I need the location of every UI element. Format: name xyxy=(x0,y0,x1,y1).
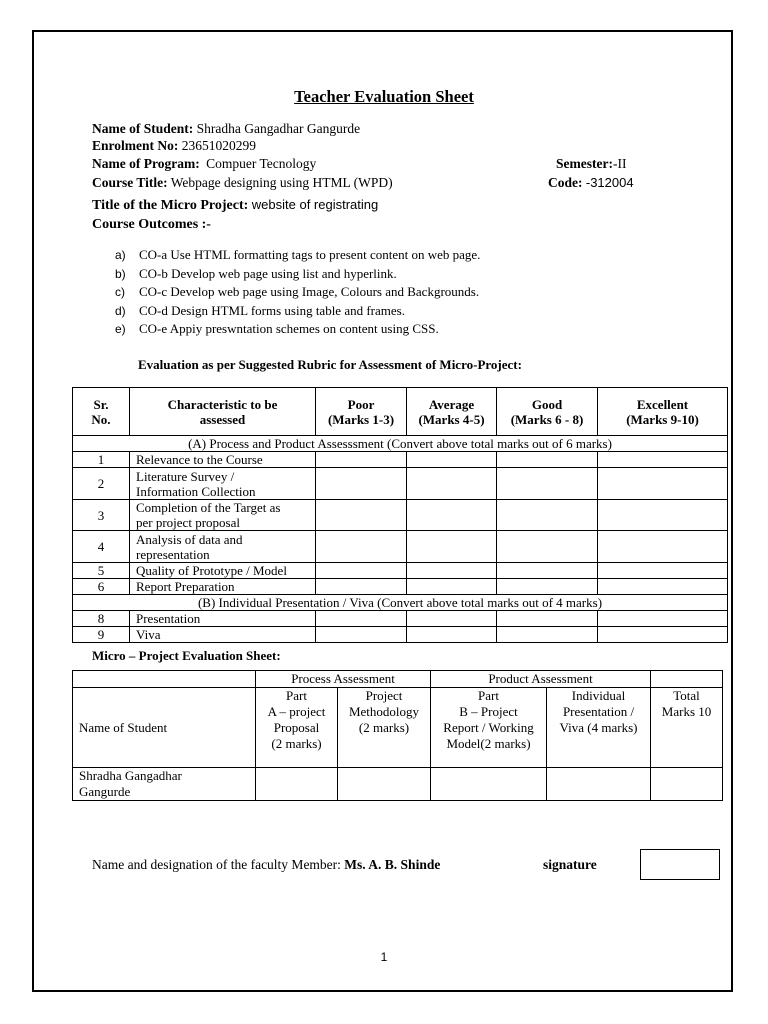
list-item: b) CO-b Develop web page using list and hyperlink. xyxy=(115,265,397,281)
list-item: a) CO-a Use HTML formatting tags to present content on web page. xyxy=(115,247,481,262)
project-title-value: website of registrating xyxy=(251,197,379,212)
project-methodology-header: Project Methodology (2 marks) xyxy=(338,688,431,768)
individual-presentation-header: Individual Presentation / Viva (4 marks) xyxy=(547,688,651,768)
good-header: Good (Marks 6 - 8) xyxy=(497,388,598,436)
enrolment-value: 23651020299 xyxy=(181,138,256,153)
section-a-row: (A) Process and Product Assesssment (Convert above total marks out of 6 marks) xyxy=(73,436,728,452)
code-value: -312004 xyxy=(585,175,634,190)
table-row: 5 Quality of Prototype / Model xyxy=(73,563,728,579)
name-of-student-header: Name of Student xyxy=(73,688,256,768)
course-outcomes-list xyxy=(115,246,480,339)
list-item: d) CO-d Design HTML forms using table and frames. xyxy=(115,302,405,318)
faculty-name: Ms. A. B. Shinde xyxy=(344,857,441,872)
rubric-table xyxy=(72,387,728,643)
table-row: 8 Presentation xyxy=(73,611,728,627)
student-name-value: Shradha Gangadhar Gangurde xyxy=(196,121,361,136)
project-title-line xyxy=(92,197,378,214)
faculty-label: Name and designation of the faculty Member: xyxy=(92,857,341,872)
enrolment-label: Enrolment No: xyxy=(92,138,179,153)
table-row: 3 Completion of the Target as per project proposal xyxy=(73,500,728,531)
page-number: 1 xyxy=(380,950,388,964)
student-name-line xyxy=(92,121,360,137)
total-marks-header: Total Marks 10 xyxy=(651,688,723,768)
page-title: Teacher Evaluation Sheet xyxy=(294,87,474,106)
rubric-heading: Evaluation as per Suggested Rubric for Assessment of Micro-Project: xyxy=(138,357,522,372)
product-assessment-header: Product Assessment xyxy=(431,671,651,688)
signature-label: signature xyxy=(543,857,597,872)
code-line xyxy=(548,175,634,191)
code-label: Code: xyxy=(548,175,583,190)
part-a-header: Part A – project Proposal (2 marks) xyxy=(256,688,338,768)
mp-column-header-row xyxy=(73,688,723,768)
poor-header: Poor (Marks 1-3) xyxy=(316,388,407,436)
process-assessment-header: Process Assessment xyxy=(256,671,431,688)
sr-no-header: Sr. No. xyxy=(73,388,130,436)
micro-project-table xyxy=(72,670,723,801)
table-row xyxy=(73,768,723,801)
student-name-cell: Shradha Gangadhar Gangurde xyxy=(73,768,256,801)
semester-label: Semester: xyxy=(556,156,613,171)
faculty-line xyxy=(92,857,440,873)
excellent-header: Excellent (Marks 9-10) xyxy=(598,388,728,436)
average-header: Average (Marks 4-5) xyxy=(407,388,497,436)
table-row: 6 Report Preparation xyxy=(73,579,728,595)
semester-value: -II xyxy=(612,156,627,171)
program-label: Name of Program: xyxy=(92,156,200,171)
student-name-label: Name of Student: xyxy=(92,121,194,136)
characteristic-header: Characteristic to be assessed xyxy=(130,388,316,436)
course-line xyxy=(92,175,393,191)
table-row: 1 Relevance to the Course xyxy=(73,452,728,468)
program-value: Compuer Tecnology xyxy=(206,156,317,171)
micro-project-heading: Micro – Project Evaluation Sheet: xyxy=(92,648,281,663)
course-value: Webpage designing using HTML (WPD) xyxy=(170,175,393,190)
signature-box[interactable] xyxy=(640,849,720,880)
program-line xyxy=(92,156,316,172)
enrolment-line xyxy=(92,138,256,154)
semester-line xyxy=(556,156,626,172)
table-row: 2 Literature Survey / Information Collection xyxy=(73,468,728,500)
course-outcomes-heading: Course Outcomes :- xyxy=(92,217,211,232)
course-label: Course Title: xyxy=(92,175,168,190)
table-row: 9 Viva xyxy=(73,627,728,643)
list-item: e) CO-e Appiy preswntation schemes on content using CSS. xyxy=(115,321,439,336)
rubric-header-row xyxy=(73,388,728,436)
section-b-row: (B) Individual Presentation / Viva (Convert above total marks out of 4 marks) xyxy=(73,595,728,611)
project-title-label: Title of the Micro Project: xyxy=(92,198,249,213)
list-item: c) CO-c Develop web page using Image, Colours and Backgrounds. xyxy=(115,284,480,299)
table-row: 4 Analysis of data and representation xyxy=(73,531,728,563)
part-b-header: Part B – Project Report / Working Model(2 marks) xyxy=(431,688,547,768)
mp-group-header-row xyxy=(73,671,723,688)
